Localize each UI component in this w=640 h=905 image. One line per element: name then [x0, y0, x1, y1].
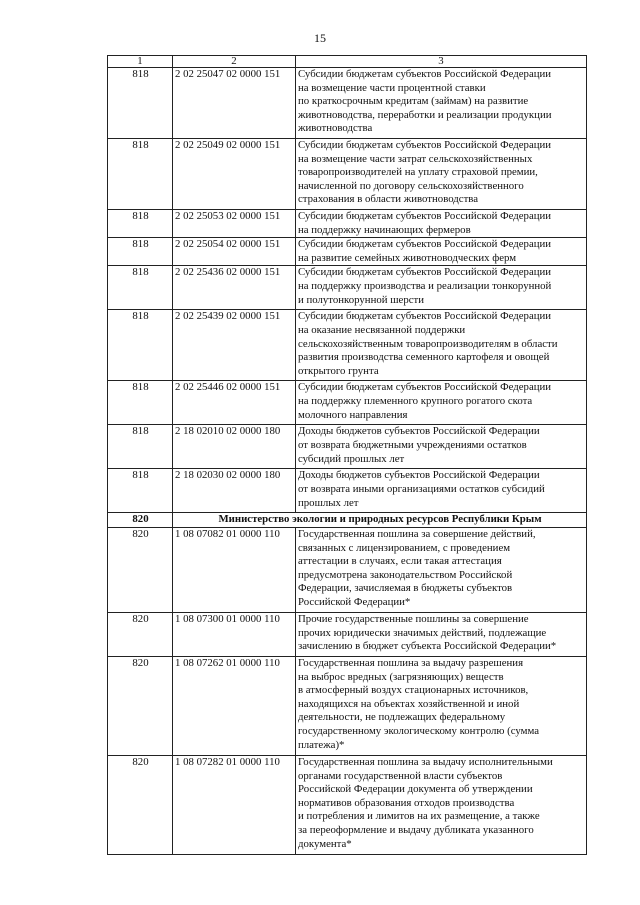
admin-code-cell: 818: [108, 68, 173, 139]
revenue-name-line: документа*: [298, 837, 352, 850]
admin-code-cell: 818: [108, 381, 173, 425]
revenue-name-line: на поддержку производства и реализации тонкорунной: [298, 279, 552, 292]
revenue-name-line: связанных с лицензированием, с проведением: [298, 541, 511, 554]
revenue-name-cell: [296, 381, 587, 425]
table-row: [108, 266, 587, 310]
budget-code-cell: 1 08 07082 01 0000 110: [173, 527, 296, 612]
table-row: [108, 310, 587, 381]
column-header-3: 3: [296, 56, 587, 68]
column-header-2: 2: [173, 56, 296, 68]
admin-code-cell: 820: [108, 612, 173, 656]
revenue-name-line: Прочие государственные пошлины за совершение: [298, 612, 529, 625]
revenue-name-line: платежа)*: [298, 738, 345, 751]
revenue-name-line: Субсидии бюджетам субъектов Российской Федерации: [298, 210, 552, 222]
table-row: [108, 755, 587, 854]
admin-code-cell: 818: [108, 238, 173, 266]
table-row: [108, 469, 587, 513]
budget-code-cell: 2 02 25439 02 0000 151: [173, 310, 296, 381]
budget-revenue-table: [107, 55, 587, 855]
table-header-row: [108, 56, 587, 68]
revenue-name-line: Субсидии бюджетам субъектов Российской Федерации: [298, 238, 552, 251]
budget-code-cell: 2 18 02030 02 0000 180: [173, 469, 296, 513]
ministry-header-row: [108, 513, 587, 528]
admin-code-cell: 818: [108, 266, 173, 310]
column-header-1: 1: [108, 56, 173, 68]
revenue-name-line: на оказание несвязанной поддержки: [298, 323, 466, 336]
revenue-name-line: животноводства: [298, 122, 373, 135]
revenue-name-line: Государственная пошлина за выдачу исполнительными: [298, 755, 553, 768]
revenue-name-line: начисленной по договору сельскохозяйственного: [298, 179, 524, 192]
budget-code-cell: 2 02 25054 02 0000 151: [173, 238, 296, 266]
revenue-name-line: товаропроизводителей на уплату страховой премии,: [298, 166, 538, 179]
budget-code-cell: 1 08 07262 01 0000 110: [173, 656, 296, 755]
revenue-name-cell: [296, 310, 587, 381]
table-row: [108, 238, 587, 266]
revenue-name-line: Доходы бюджетов субъектов Российской Федерации: [298, 469, 540, 482]
table-row: [108, 210, 587, 238]
revenue-name-line: зачислению в бюджет субъекта Российской Федерации*: [298, 640, 557, 653]
revenue-name-line: сельскохозяйственным товаропроизводителям в области: [298, 337, 558, 350]
revenue-name-line: прошлых лет: [298, 496, 359, 509]
revenue-name-line: открытого грунта: [298, 364, 379, 377]
revenue-name-line: Государственная пошлина за выдачу разрешения: [298, 656, 524, 669]
table-row: [108, 656, 587, 755]
ministry-title: Министерство экологии и природных ресурсов Республики Крым: [173, 513, 587, 528]
admin-code-cell: 820: [108, 755, 173, 854]
admin-code-cell: 818: [108, 469, 173, 513]
revenue-name-line: Доходы бюджетов субъектов Российской Федерации: [298, 425, 540, 438]
table-row: [108, 381, 587, 425]
revenue-name-line: аттестации в случаях, если такая аттестация: [298, 555, 502, 568]
revenue-name-cell: [296, 469, 587, 513]
revenue-name-cell: [296, 68, 587, 139]
admin-code-cell: 820: [108, 527, 173, 612]
revenue-name-line: находящихся на объектах хозяйственной и иной: [298, 697, 520, 710]
budget-code-cell: 2 02 25047 02 0000 151: [173, 68, 296, 139]
revenue-name-line: Российской Федерации документа об утверждении: [298, 783, 533, 796]
table-row: [108, 612, 587, 656]
table-row: [108, 68, 587, 139]
revenue-name-cell: [296, 139, 587, 210]
revenue-name-line: Субсидии бюджетам субъектов Российской Федерации: [298, 68, 552, 80]
revenue-name-cell: [296, 755, 587, 854]
revenue-name-cell: [296, 527, 587, 612]
budget-code-cell: 1 08 07282 01 0000 110: [173, 755, 296, 854]
admin-code-cell: 820: [108, 656, 173, 755]
revenue-name-line: Субсидии бюджетам субъектов Российской Федерации: [298, 310, 552, 323]
page-number: 15: [314, 31, 326, 45]
revenue-name-line: по краткосрочным кредитам (займам) на развитие: [298, 95, 529, 108]
budget-code-cell: 1 08 07300 01 0000 110: [173, 612, 296, 656]
table-row: [108, 139, 587, 210]
revenue-name-line: страхования в области животноводства: [298, 193, 479, 206]
revenue-name-line: на выброс вредных (загрязняющих) веществ: [298, 670, 504, 683]
revenue-name-line: животноводства, переработки и реализации продукции: [298, 108, 552, 121]
revenue-name-line: на поддержку племенного крупного рогатого скота: [298, 394, 533, 407]
revenue-name-cell: [296, 266, 587, 310]
budget-code-cell: 2 18 02010 02 0000 180: [173, 425, 296, 469]
table-row: [108, 425, 587, 469]
revenue-name-line: государственному экологическому контролю (сумма: [298, 724, 539, 737]
budget-code-cell: 2 02 25446 02 0000 151: [173, 381, 296, 425]
revenue-name-line: Субсидии бюджетам субъектов Российской Федерации: [298, 381, 552, 394]
budget-code-cell: 2 02 25436 02 0000 151: [173, 266, 296, 310]
admin-code-cell: 818: [108, 310, 173, 381]
revenue-name-line: Субсидии бюджетам субъектов Российской Федерации: [298, 139, 552, 151]
revenue-name-line: органами государственной власти субъектов: [298, 769, 503, 782]
revenue-name-line: на развитие семейных животноводческих ферм: [298, 251, 517, 264]
revenue-name-line: на поддержку начинающих фермеров: [298, 223, 471, 236]
revenue-name-cell: [296, 210, 587, 238]
admin-code-cell: 818: [108, 425, 173, 469]
revenue-name-line: от возврата бюджетными учреждениями остатков: [298, 438, 527, 451]
revenue-name-cell: [296, 425, 587, 469]
revenue-name-line: Российской Федерации*: [298, 595, 411, 608]
revenue-name-line: и полутонкорунной шерсти: [298, 293, 425, 306]
revenue-name-line: развития производства семенного картофеля и овощей: [298, 351, 550, 364]
ministry-admin-code: 820: [108, 513, 173, 528]
revenue-name-line: от возврата иными организациями остатков субсидий: [298, 482, 545, 495]
revenue-name-line: на возмещение части затрат сельскохозяйственных: [298, 152, 533, 165]
admin-code-cell: 818: [108, 139, 173, 210]
admin-code-cell: 818: [108, 210, 173, 238]
revenue-name-line: на возмещение части процентной ставки: [298, 81, 486, 94]
revenue-name-cell: [296, 656, 587, 755]
budget-code-cell: 2 02 25053 02 0000 151: [173, 210, 296, 238]
revenue-name-line: нормативов образования отходов производства: [298, 796, 515, 809]
revenue-name-line: субсидий прошлых лет: [298, 452, 405, 465]
revenue-name-line: предусмотрена законодательством Российской: [298, 568, 513, 581]
revenue-name-line: прочих юридически значимых действий, подлежащие: [298, 626, 547, 639]
revenue-name-line: деятельности, не подлежащих федеральному: [298, 711, 506, 724]
revenue-name-line: в атмосферный воздух стационарных источников,: [298, 684, 529, 697]
revenue-name-line: Субсидии бюджетам субъектов Российской Федерации: [298, 266, 552, 279]
table-row: [108, 527, 587, 612]
revenue-name-line: за переоформление и выдачу дубликата указанного: [298, 823, 534, 836]
revenue-name-line: молочного направления: [298, 408, 408, 421]
revenue-name-cell: [296, 612, 587, 656]
revenue-name-line: Государственная пошлина за совершение действий,: [298, 527, 536, 540]
budget-code-cell: 2 02 25049 02 0000 151: [173, 139, 296, 210]
revenue-name-cell: [296, 238, 587, 266]
revenue-name-line: Федерации, зачисляемая в бюджеты субъектов: [298, 582, 513, 595]
revenue-name-line: и потребления и лимитов на их размещение, а также: [298, 810, 540, 823]
